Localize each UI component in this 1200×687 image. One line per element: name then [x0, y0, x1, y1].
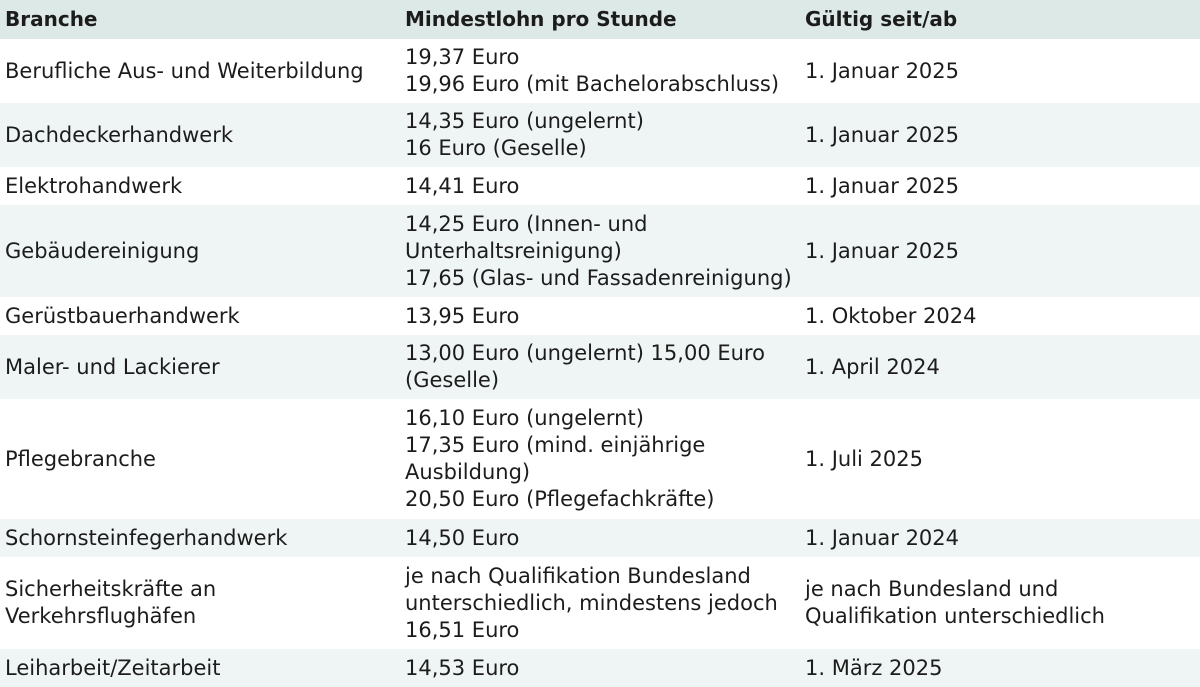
table-row [0, 557, 1200, 649]
table-row [0, 649, 1200, 687]
cell-gueltig: 1. Januar 2025 [800, 205, 1200, 297]
mindestlohn-line: (Geselle) [405, 368, 500, 392]
table-row [0, 399, 1200, 519]
cell-mindestlohn: 14,53 Euro [400, 649, 800, 687]
table-row [0, 519, 1200, 557]
gueltig-line: je nach Bundesland und [805, 577, 1059, 601]
cell-branche: Gerüstbauerhandwerk [0, 297, 400, 335]
mindestlohn-line: je nach Qualifikation Bundesland [405, 563, 751, 588]
cell-gueltig: 1. Juli 2025 [800, 399, 1200, 519]
mindestlohn-line: 20,50 Euro (Pflegefachkräfte) [405, 487, 715, 511]
mindestlohn-line: 17,35 Euro (mind. einjährige [405, 433, 706, 457]
cell-branche: Elektrohandwerk [0, 167, 400, 205]
mindestlohn-line: 16,51 Euro [405, 617, 520, 642]
table-row [0, 167, 1200, 205]
cell-branche: Pflegebranche [0, 399, 400, 519]
cell-branche [0, 557, 400, 649]
mindestlohn-line: 19,37 Euro [405, 45, 520, 69]
cell-mindestlohn: 14,50 Euro [400, 519, 800, 557]
cell-gueltig: 1. Oktober 2024 [800, 297, 1200, 335]
cell-mindestlohn [400, 557, 800, 649]
mindestlohn-line: Ausbildung) [405, 460, 531, 484]
cell-gueltig: 1. März 2025 [800, 649, 1200, 687]
table-row [0, 39, 1200, 103]
cell-mindestlohn: 13,95 Euro [400, 297, 800, 335]
mindestlohn-line: 19,96 Euro (mit Bachelorabschluss) [405, 72, 780, 96]
cell-branche: Schornsteinfegerhandwerk [0, 519, 400, 557]
cell-gueltig [800, 557, 1200, 649]
branche-line: Sicherheitskräfte an [5, 577, 217, 601]
mindestlohn-line: 13,00 Euro (ungelernt) 15,00 Euro [405, 341, 765, 365]
cell-gueltig: 1. Januar 2025 [800, 167, 1200, 205]
mindestlohn-line: 14,35 Euro (ungelernt) [405, 109, 644, 133]
mindestlohn-line: Unterhaltsreinigung) [405, 238, 622, 263]
header-mindestlohn: Mindestlohn pro Stunde [400, 0, 800, 39]
cell-branche: Berufliche Aus- und Weiterbildung [0, 39, 400, 103]
mindestlohn-line: 16 Euro (Geselle) [405, 136, 587, 160]
mindestlohn-line: 14,25 Euro (Innen- und [405, 211, 648, 236]
cell-mindestlohn: 14,41 Euro [400, 167, 800, 205]
cell-mindestlohn [400, 103, 800, 167]
table-row [0, 335, 1200, 399]
cell-mindestlohn [400, 39, 800, 103]
table-row [0, 205, 1200, 297]
cell-gueltig: 1. April 2024 [800, 335, 1200, 399]
table-row [0, 297, 1200, 335]
cell-branche: Leiharbeit/Zeitarbeit [0, 649, 400, 687]
cell-mindestlohn [400, 205, 800, 297]
branche-line: Verkehrsflughäfen [5, 604, 197, 628]
cell-mindestlohn [400, 335, 800, 399]
cell-mindestlohn [400, 399, 800, 519]
header-gueltig: Gültig seit/ab [800, 0, 1200, 39]
mindestlohn-line: 17,65 (Glas- und Fassadenreinigung) [405, 265, 792, 290]
cell-branche: Maler- und Lackierer [0, 335, 400, 399]
table-row [0, 103, 1200, 167]
table-header-row [0, 0, 1200, 39]
cell-branche: Dachdeckerhandwerk [0, 103, 400, 167]
mindestlohn-line: 16,10 Euro (ungelernt) [405, 406, 644, 430]
cell-gueltig: 1. Januar 2025 [800, 39, 1200, 103]
gueltig-line: Qualifikation unterschiedlich [805, 604, 1105, 628]
cell-branche: Gebäudereinigung [0, 205, 400, 297]
cell-gueltig: 1. Januar 2024 [800, 519, 1200, 557]
mindestlohn-line: unterschiedlich, mindestens jedoch [405, 590, 778, 615]
cell-gueltig: 1. Januar 2025 [800, 103, 1200, 167]
header-branche: Branche [0, 0, 400, 39]
